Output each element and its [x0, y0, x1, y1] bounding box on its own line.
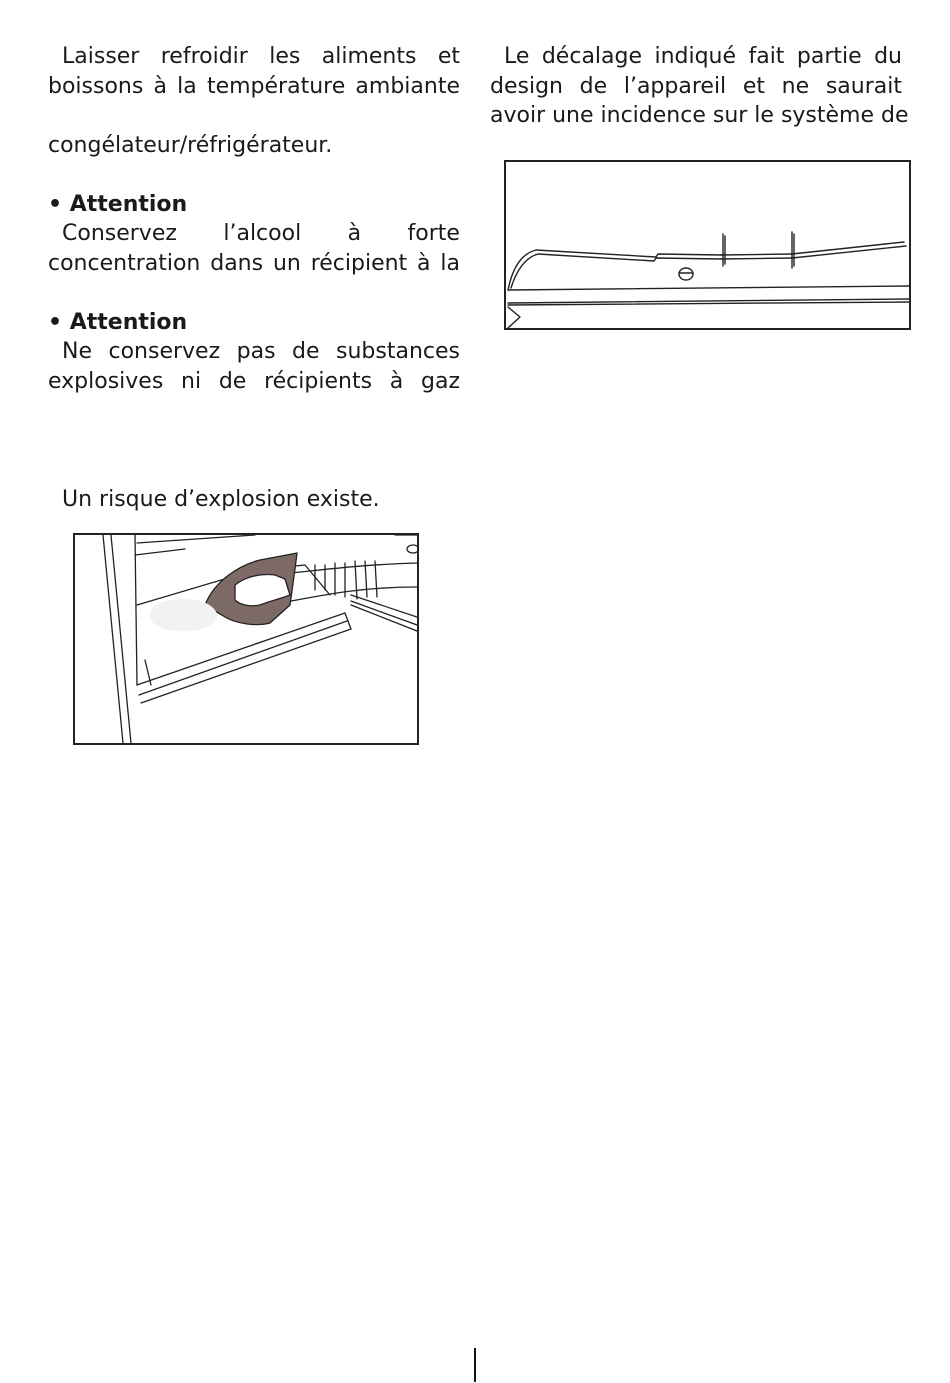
- offset-paragraph-line1: Le décalage indiqué fait partie du: [504, 44, 902, 69]
- left-column: [48, 42, 460, 514]
- door-hinge-offset-icon: [506, 162, 909, 328]
- attention-heading-2: • Attention: [48, 309, 188, 335]
- page-separator: [474, 1348, 476, 1382]
- offset-paragraph-line2: design de l’appareil et ne saurait: [490, 73, 902, 99]
- word-1: Conservez: [62, 221, 177, 246]
- right-column: [490, 42, 909, 131]
- offset-paragraph-line3: avoir une incidence sur le système de: [490, 103, 909, 128]
- paragraph-cooling-line2: boissons à la température ambiante: [48, 73, 460, 99]
- attention-alcohol-line2: concentration dans un récipient à la: [48, 250, 460, 276]
- paragraph-cooling-line3: congélateur/réfrigérateur.: [48, 132, 333, 158]
- paragraph-cooling-line1: Laisser refroidir les aliments et: [62, 44, 460, 69]
- word-2: l’alcool: [223, 221, 302, 246]
- word-3: à: [347, 221, 362, 246]
- attention-explosive-line2: explosives ni de récipients à gaz: [48, 368, 460, 394]
- attention-alcohol-line1: [48, 219, 460, 249]
- explosion-risk-text: Un risque d’explosion existe.: [62, 486, 380, 512]
- hand-cleaning-icon: [75, 535, 417, 743]
- attention-explosive-line1: Ne conservez pas de substances: [62, 339, 460, 364]
- word-4: forte: [407, 221, 460, 246]
- attention-heading-1: • Attention: [48, 191, 188, 217]
- cleaning-illustration: [73, 533, 419, 745]
- door-hinge-illustration: [504, 160, 911, 330]
